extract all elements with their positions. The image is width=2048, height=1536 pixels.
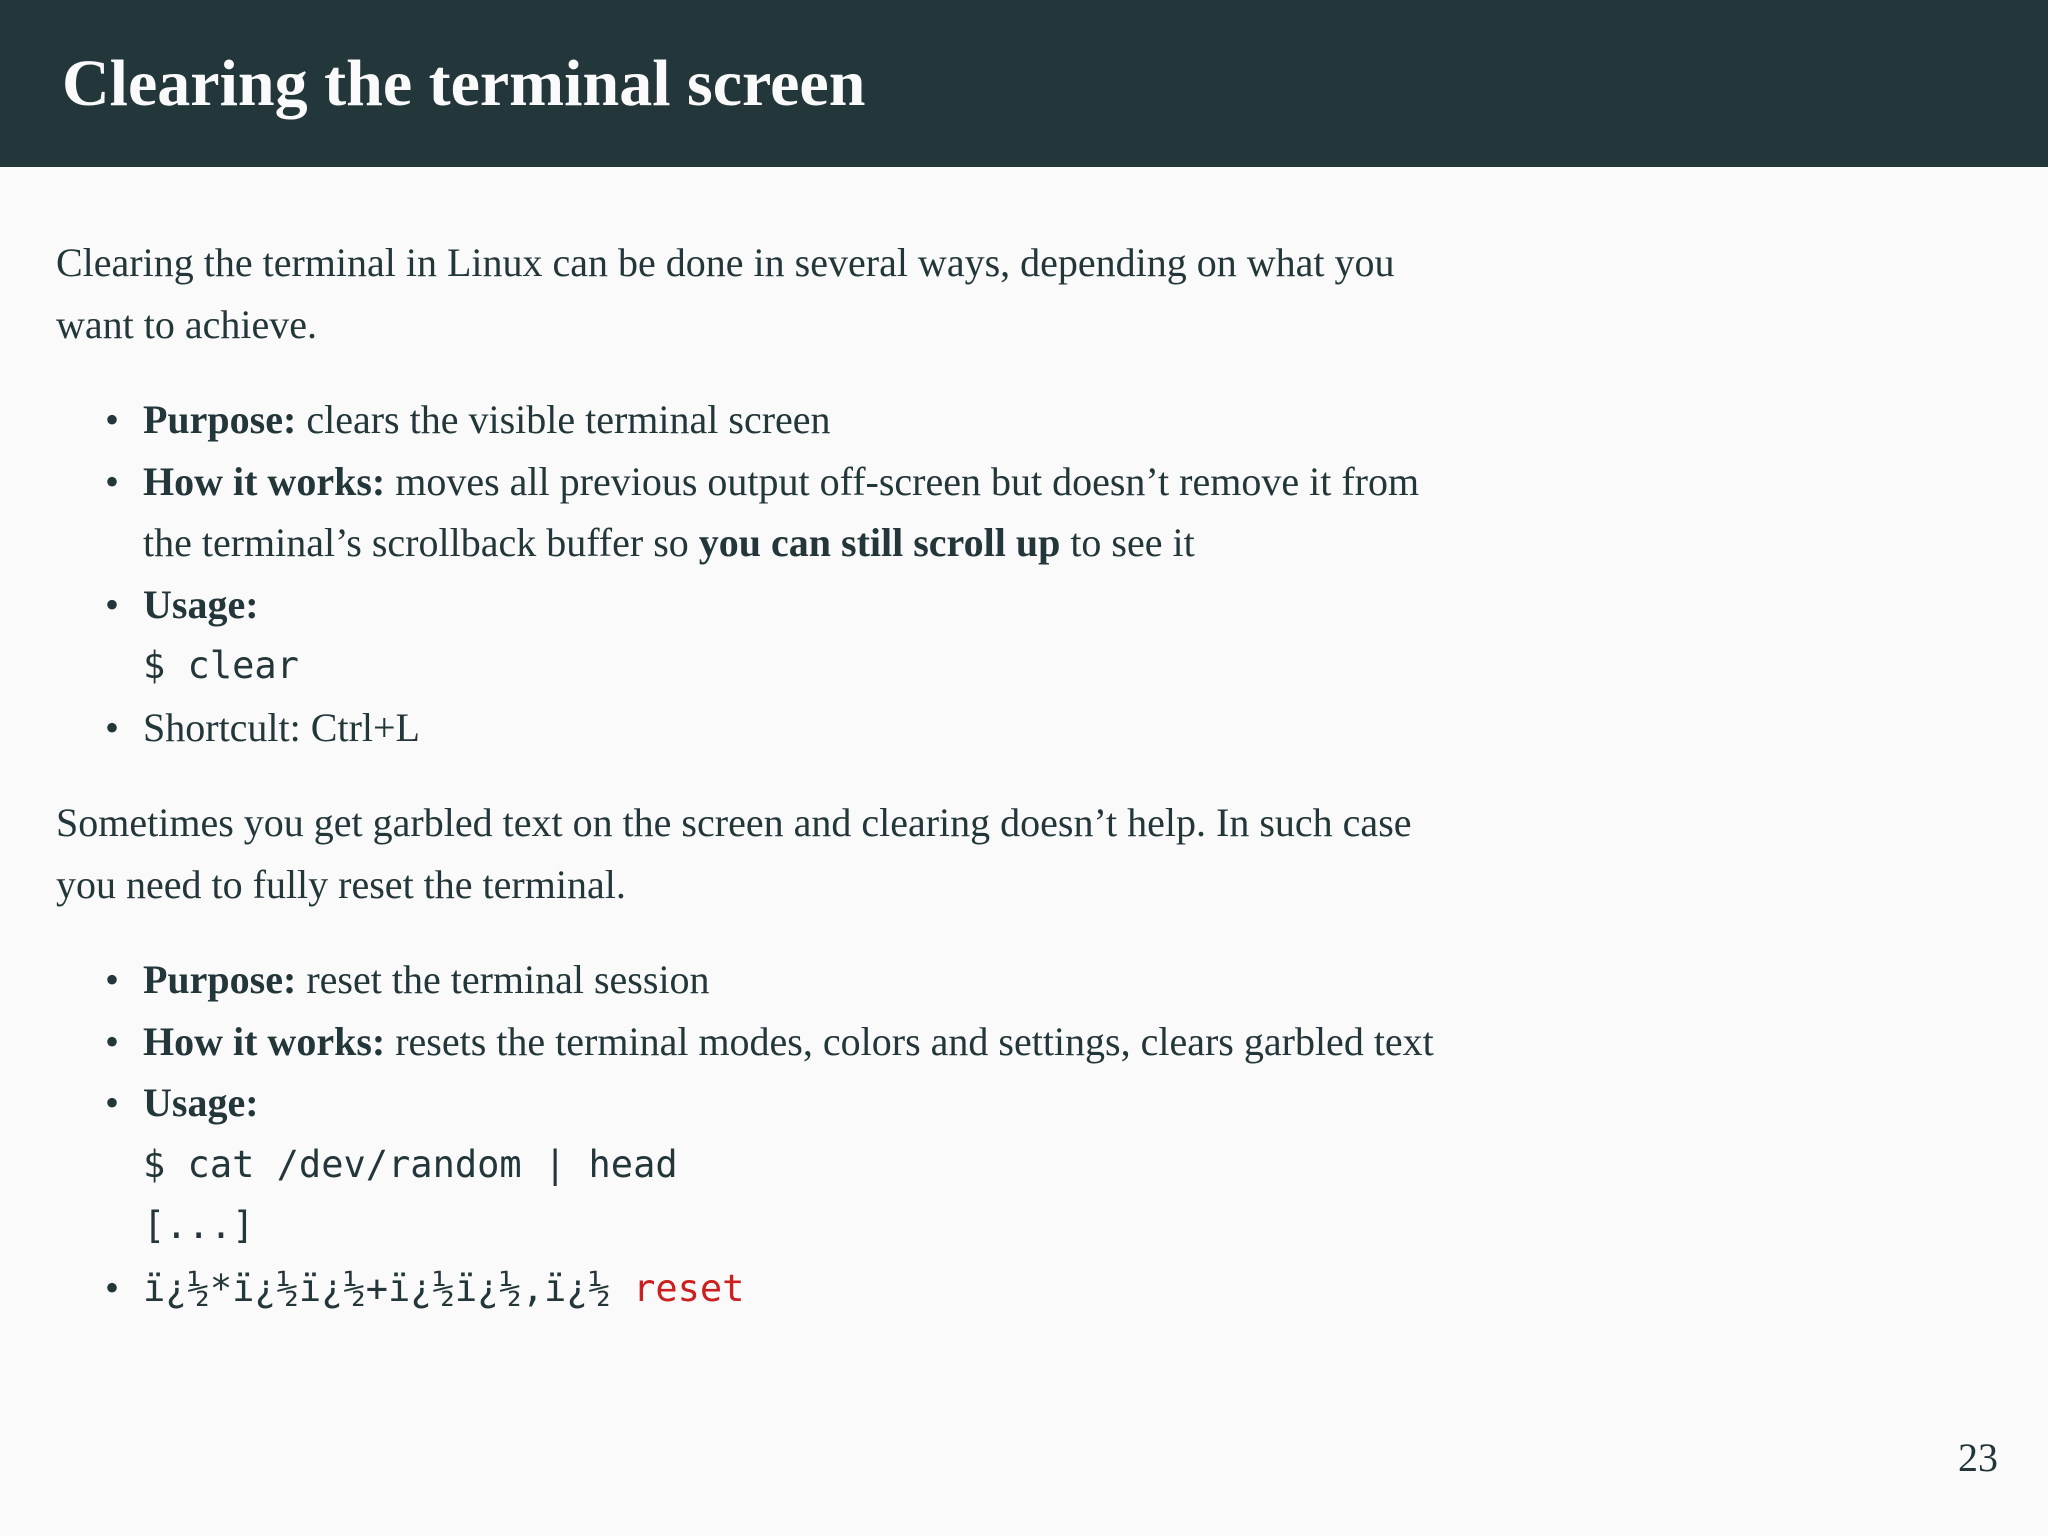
page-number: 23 [1958, 1435, 1998, 1480]
clear-usage-label: Usage: [143, 581, 259, 627]
slide-title: Clearing the terminal screen [62, 47, 866, 120]
clear-how-text-2: to see it [1070, 520, 1195, 565]
slide-content [56, 232, 1476, 1319]
clear-usage-code: $ clear [143, 644, 299, 687]
reset-how-label: How it works: [143, 1018, 386, 1064]
garbled-text: ï¿½*ï¿½ï¿½+ï¿½ï¿½,ï¿½ [143, 1266, 634, 1310]
clear-how-text-1: moves all previous output off-screen but doesn’t remove it from the terminal’s scrollback buffer so [143, 458, 1420, 565]
clear-shortcut-text: Shortcult: Ctrl+L [143, 704, 420, 750]
reset-purpose-label: Purpose: [143, 957, 297, 1002]
clear-shortcut-item [143, 697, 1476, 759]
reset-usage-code-1: $ cat /dev/random | head [143, 1142, 678, 1186]
reset-purpose-item [143, 949, 1476, 1011]
clear-purpose-label: Purpose: [143, 397, 297, 442]
reset-usage-label: Usage: [143, 1080, 259, 1125]
clear-how-emphasis: you can still scroll up [698, 520, 1061, 565]
reset-command: reset [633, 1266, 745, 1310]
clear-how-label: How it works: [143, 458, 386, 504]
reset-intro-paragraph: Sometimes you get garbled text on the screen and clearing doesn’t help. In such case you need to fully reset the terminal. [56, 800, 1412, 907]
slide-header [0, 0, 2048, 167]
reset-usage-code-2: [...] [143, 1204, 255, 1247]
clear-bullet-list [56, 389, 1476, 758]
clear-usage-item [143, 574, 1476, 697]
clear-intro-paragraph: Clearing the terminal in Linux can be done in several ways, depending on what you want to achieve. [56, 240, 1395, 347]
reset-purpose-text: reset the terminal session [306, 957, 710, 1002]
clear-how-item [143, 451, 1476, 574]
reset-usage-item [143, 1072, 1476, 1257]
reset-how-item [143, 1011, 1476, 1073]
reset-garbled-item [143, 1257, 1476, 1320]
clear-purpose-item [143, 389, 1476, 451]
clear-purpose-text: clears the visible terminal screen [306, 397, 831, 442]
reset-bullet-list [56, 949, 1476, 1319]
reset-how-text: resets the terminal modes, colors and settings, clears garbled text [395, 1018, 1434, 1064]
